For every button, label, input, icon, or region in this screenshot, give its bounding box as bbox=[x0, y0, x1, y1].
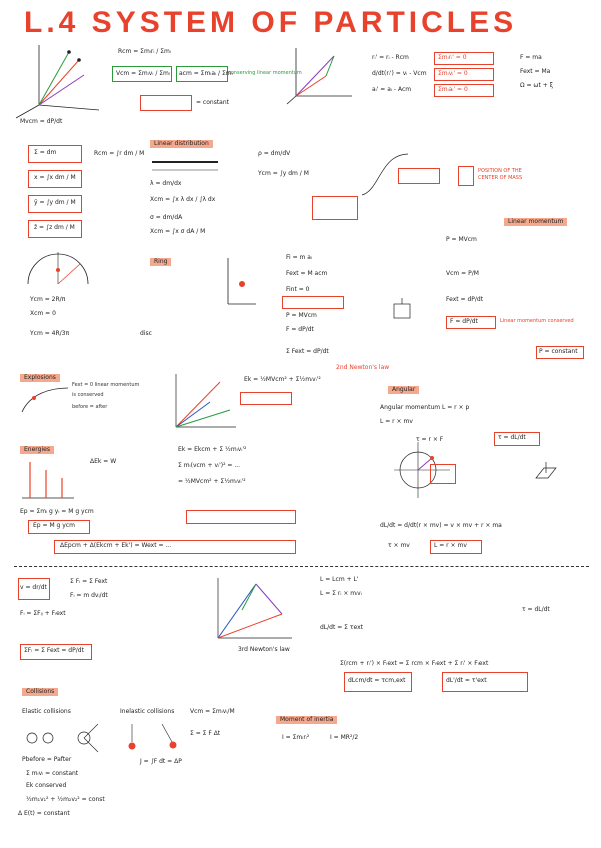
pcm-2: F = dP/dt bbox=[286, 326, 314, 333]
elastic-right-2: Σ = Σ F Δt bbox=[190, 730, 221, 737]
rot-eq-1: L = Lcm + L' bbox=[320, 576, 359, 583]
explosion-note-2: is conserved bbox=[72, 392, 104, 398]
third-law-diagram bbox=[212, 574, 296, 644]
mi-eq-2: I = MR²/2 bbox=[330, 734, 359, 741]
third-law: 3rd Newton's law bbox=[238, 646, 290, 653]
explosion-curve bbox=[20, 384, 70, 414]
pcm-1: P = MVcm bbox=[286, 312, 317, 319]
ext-eq-2: Σ Fᵢ = Σ Fext bbox=[70, 578, 108, 585]
eq-acm: acm = Σmᵢaᵢ / Σmᵢ bbox=[179, 70, 233, 77]
collisions-tag: Collisions bbox=[22, 688, 58, 696]
rot-box-1-text: dLcm/dt = τcm,ext bbox=[348, 677, 406, 684]
rot-eq-3: dL/dt = Σ τext bbox=[320, 624, 363, 631]
angular-eq-3: τ = r × F bbox=[416, 436, 444, 443]
pendulum-diagram bbox=[222, 256, 258, 306]
linear-momentum-tag: Linear momentum bbox=[504, 218, 567, 226]
ycm-box bbox=[312, 196, 358, 220]
conservation-note: Linear momentum conserved bbox=[500, 318, 574, 324]
relative-box-1-text: Σmᵢrᵢ' = 0 bbox=[438, 54, 467, 61]
energy-arrows bbox=[20, 456, 76, 500]
work-line-2: Σ mᵢ(vcm + vᵢ')² = ... bbox=[178, 462, 241, 469]
right-eq-1: F = ma bbox=[520, 54, 542, 61]
lin-eq-1: λ = dm/dx bbox=[150, 180, 182, 187]
section-divider bbox=[14, 566, 589, 567]
ext-eq-1: Fᵢ = ΣFᵢⱼ + Fᵢext bbox=[20, 610, 66, 617]
energy-box-text: Ep = M g ycm bbox=[33, 522, 75, 529]
pconst-text: P = constant bbox=[539, 348, 578, 355]
angular-eq-2: L = r × mv bbox=[380, 418, 413, 425]
right-eq-2: Fext = Ma bbox=[520, 68, 551, 75]
relative-position-diagram bbox=[286, 46, 356, 106]
work-line-1: Ek = Ekcm + Σ ½mᵢvᵢ'² bbox=[178, 446, 247, 453]
relative-3: aᵢ' = aᵢ - Acm bbox=[372, 86, 412, 93]
energy-eq-box bbox=[240, 392, 292, 405]
rcm-integral: Rcm = ∫r dm / M bbox=[94, 150, 145, 157]
work-line-3: = ½MVcm² + Σ½mᵢvᵢ'² bbox=[178, 478, 246, 485]
rod-diagram bbox=[150, 152, 220, 176]
moment-eq: τ × mv bbox=[388, 542, 410, 549]
block-diagram bbox=[388, 298, 418, 320]
final-box-text: ΔEpcm + Δ(Ekcm + Ek') = Wext = ... bbox=[60, 542, 172, 549]
const-box bbox=[140, 95, 192, 111]
lm-eq-2: Vcm = P/M bbox=[446, 270, 479, 277]
coll-eq-4: ½m₁v₁² + ½m₂v₂² = const bbox=[26, 796, 105, 803]
impulse: J = ∫F dt = ΔP bbox=[140, 758, 182, 765]
cm-vector-diagram bbox=[14, 40, 104, 120]
page-title: L.4 SYSTEM OF PARTICLES bbox=[24, 6, 518, 39]
note-momentum: conserving linear momentum bbox=[228, 70, 302, 76]
coll-eq-2: Σ mᵢvᵢ = constant bbox=[26, 770, 79, 777]
inelastic-label: Inelastic collisions bbox=[120, 708, 175, 715]
position-box bbox=[398, 168, 440, 184]
volume-eq-2: Ycm = ∫y dm / M bbox=[258, 170, 309, 177]
elastic-label: Elastic collisions bbox=[22, 708, 71, 715]
energy-eq-3: Ep = Σmᵢ g yᵢ = M g ycm bbox=[20, 508, 94, 515]
energies-tag: Energies bbox=[20, 446, 54, 454]
lin-eq-2: Xcm = ∫x λ dx / ∫λ dx bbox=[150, 196, 216, 203]
discrete-4: z̄ = ∫z dm / M bbox=[34, 224, 75, 231]
volume-eq-1: ρ = dm/dV bbox=[258, 150, 291, 157]
eq-rcm: Rcm = Σmᵢrᵢ / Σmᵢ bbox=[118, 48, 171, 55]
pcm-3: Σ Fext = dP/dt bbox=[286, 348, 329, 355]
angular-small-box bbox=[430, 464, 456, 484]
work-box bbox=[186, 510, 296, 524]
rod-eq-3: Fint = 0 bbox=[286, 286, 310, 293]
cross-eq: dL/dt = d/dt(r × mv) = v × mv + r × ma bbox=[380, 522, 502, 529]
explosion-note-3: before = after bbox=[72, 404, 108, 410]
position-box-2 bbox=[458, 166, 474, 186]
lm-box-text: F = dP/dt bbox=[450, 318, 478, 325]
relative-box-3-text: Σmᵢaᵢ' = 0 bbox=[438, 86, 468, 93]
rot-right: τ = dL/dt bbox=[522, 606, 550, 613]
semicircle-2: disc bbox=[140, 330, 152, 337]
ext-box-text: ΣFᵢ = Σ Fext = dP/dt bbox=[24, 647, 84, 654]
explosion-note-1: Fext = 0 linear momentum bbox=[72, 382, 140, 388]
moment-inertia-tag: Moment of inertia bbox=[276, 716, 337, 724]
elastic-right: Vcm = Σmᵢvᵢ/M bbox=[190, 708, 235, 715]
rod-eq-2: Fext = M acm bbox=[286, 270, 328, 277]
area-eq-2: Xcm = ∫x σ dA / M bbox=[150, 228, 206, 235]
rot-box-2-text: dL'/dt = τ'ext bbox=[446, 677, 487, 684]
energy-eq-2: ΔEk = W bbox=[90, 458, 117, 465]
ring-tag: Ring bbox=[150, 258, 171, 266]
plane-diagram bbox=[530, 462, 560, 482]
note-const: = constant bbox=[196, 99, 230, 106]
eq-vcm: Vcm = Σmᵢvᵢ / Σmᵢ bbox=[116, 70, 170, 77]
relative-box-2-text: Σmᵢvᵢ' = 0 bbox=[438, 70, 468, 77]
relative-2: d/dt(rᵢ') = vᵢ - Vcm bbox=[372, 70, 427, 77]
energy-eq-1: Ek = ½MVcm² + Σ½mᵢvᵢ'² bbox=[244, 376, 321, 383]
eq-motion: Mvcm = dP/dt bbox=[20, 118, 63, 125]
discrete-3: ȳ = ∫y dm / M bbox=[34, 199, 76, 206]
lm-eq-1: P = MVcm bbox=[446, 236, 477, 243]
rot-eq-2: L = Σ rᵢ × mᵢvᵢ bbox=[320, 590, 362, 597]
collision-diagram bbox=[22, 720, 182, 754]
area-eq-1: σ = dm/dA bbox=[150, 214, 183, 221]
lm-eq-3: Fext = dP/dt bbox=[446, 296, 484, 303]
rod-eq-1: Fi = m aᵢ bbox=[286, 254, 313, 261]
ring-diagram bbox=[18, 248, 108, 288]
angular-tag: Angular bbox=[388, 386, 419, 394]
coll-eq-1: Pbefore = Pafter bbox=[22, 756, 72, 763]
coll-final: Δ E(t) = constant bbox=[18, 810, 70, 817]
ring-eq-1: Ycm = 2R/π bbox=[30, 296, 66, 303]
discrete-2: x = ∫x dm / M bbox=[34, 174, 76, 181]
energy-vector-diagram bbox=[170, 372, 240, 432]
semicircle-1: Ycm = 4R/3π bbox=[30, 330, 70, 337]
right-eq-3: Ω = ωt + ξ bbox=[520, 82, 553, 89]
mi-eq-1: I = Σmᵢrᵢ² bbox=[282, 734, 310, 741]
velocity-text: v = dr/dt bbox=[20, 584, 47, 591]
linear-distribution-tag: Linear distribution bbox=[150, 140, 213, 148]
newton2: 2nd Newton's law bbox=[336, 364, 390, 371]
angular-box-text: τ = dL/dt bbox=[498, 434, 526, 441]
torque-line: Σ(rcm + rᵢ') × Fᵢext = Σ rcm × Fᵢext + Σ rᵢ' × Fᵢext bbox=[340, 660, 489, 667]
fext-box bbox=[282, 296, 344, 309]
ext-eq-3: Fᵢ = m dvᵢ/dt bbox=[70, 592, 108, 599]
angular-box-2-text: L = r × mv bbox=[434, 542, 467, 549]
relative-1: rᵢ' = rᵢ - Rcm bbox=[372, 54, 409, 61]
coll-eq-3: Ek conserved bbox=[26, 782, 67, 789]
explosions-tag: Explosions bbox=[20, 374, 60, 382]
position-label: POSITION OF THE CENTER OF MASS bbox=[478, 168, 523, 181]
ring-eq-2: Xcm = 0 bbox=[30, 310, 56, 317]
angular-eq-1: Angular momentum L = r × p bbox=[380, 404, 470, 411]
discrete-1: Σ = dm bbox=[34, 149, 57, 156]
